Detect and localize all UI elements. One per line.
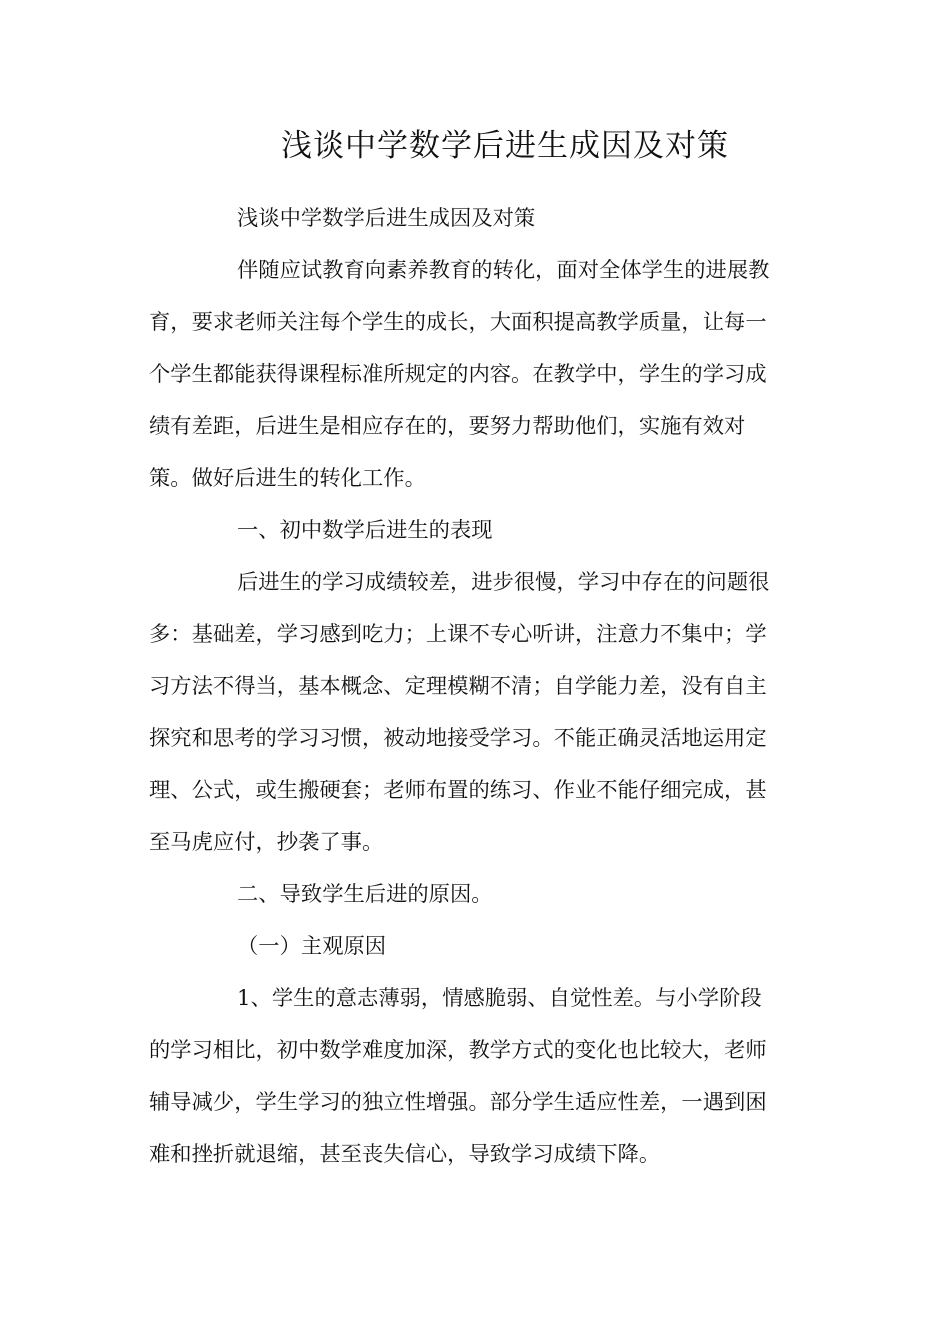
- subtitle-line: 浅谈中学数学后进生成因及对策: [237, 206, 536, 231]
- paragraph-line: 策。做好后进生的转化工作。: [149, 466, 426, 491]
- section-heading: 二、导致学生后进的原因。: [237, 882, 493, 907]
- paragraph-line: 习方法不得当，基本概念、定理模糊不清；自学能力差，没有自主: [149, 674, 767, 699]
- paragraph-line: 难和挫折就退缩，甚至丧失信心，导致学习成绩下降。: [149, 1142, 661, 1167]
- paragraph-line: 理、公式，或生搬硬套；老师布置的练习、作业不能仔细完成，甚: [149, 778, 767, 803]
- paragraph-line: 个学生都能获得课程标准所规定的内容。在教学中，学生的学习成: [149, 362, 767, 387]
- paragraph-line: 后进生的学习成绩较差，进步很慢，学习中存在的问题很: [237, 570, 770, 595]
- section-heading: 一、初中数学后进生的表现: [237, 518, 493, 543]
- paragraph-line: 至马虎应付，抄袭了事。: [149, 830, 384, 855]
- paragraph-line: 伴随应试教育向素养教育的转化，面对全体学生的进展教: [237, 258, 770, 283]
- document-body: [149, 193, 801, 1181]
- paragraph-line: 1、学生的意志薄弱，情感脆弱、自觉性差。与小学阶段: [237, 986, 762, 1011]
- subsection-heading: （一）主观原因: [237, 934, 387, 959]
- paragraph-line: 绩有差距，后进生是相应存在的，要努力帮助他们，实施有效对: [149, 414, 746, 439]
- paragraph-line: 多：基础差，学习感到吃力；上课不专心听讲，注意力不集中；学: [149, 622, 767, 647]
- paragraph-line: 的学习相比，初中数学难度加深，教学方式的变化也比较大，老师: [149, 1038, 767, 1063]
- document-title: 浅谈中学数学后进生成因及对策: [281, 128, 729, 164]
- paragraph-line: 探究和思考的学习习惯，被动地接受学习。不能正确灵活地运用定: [149, 726, 767, 751]
- paragraph-line: 育，要求老师关注每个学生的成长，大面积提高教学质量，让每一: [149, 310, 767, 335]
- paragraph-line: 辅导减少，学生学习的独立性增强。部分学生适应性差，一遇到困: [149, 1090, 767, 1115]
